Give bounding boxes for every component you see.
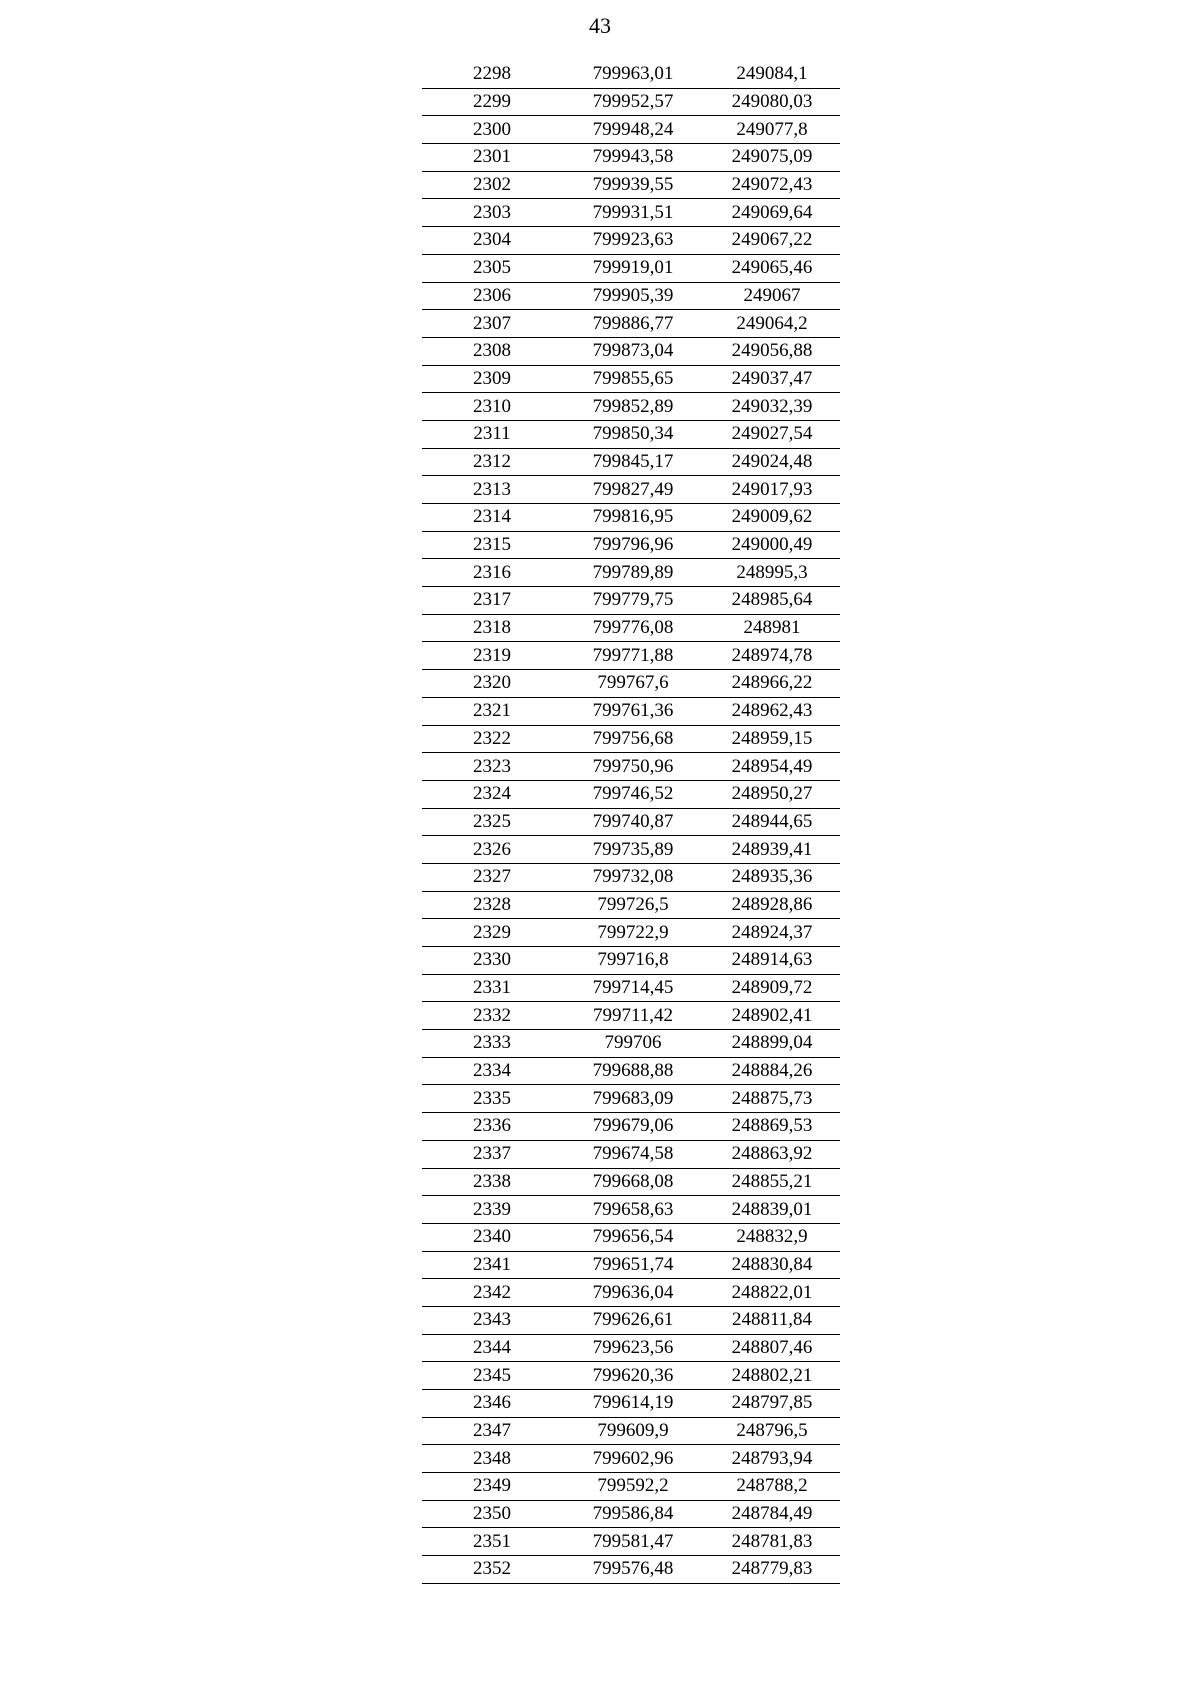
table-row bbox=[422, 1223, 840, 1251]
point-number-cell: 2329 bbox=[422, 919, 562, 947]
x-coordinate-cell: 799873,04 bbox=[562, 337, 704, 365]
x-coordinate-cell: 799761,36 bbox=[562, 697, 704, 725]
table-row bbox=[422, 974, 840, 1002]
table-row bbox=[422, 199, 840, 227]
table-row bbox=[422, 780, 840, 808]
x-coordinate-cell: 799602,96 bbox=[562, 1445, 704, 1473]
table-row bbox=[422, 1445, 840, 1473]
point-number-cell: 2342 bbox=[422, 1279, 562, 1307]
point-number-cell: 2331 bbox=[422, 974, 562, 1002]
x-coordinate-cell: 799923,63 bbox=[562, 227, 704, 255]
table-row bbox=[422, 1168, 840, 1196]
y-coordinate-cell: 248962,43 bbox=[704, 697, 840, 725]
x-coordinate-cell: 799614,19 bbox=[562, 1390, 704, 1418]
point-number-cell: 2318 bbox=[422, 614, 562, 642]
y-coordinate-cell: 248954,49 bbox=[704, 753, 840, 781]
y-coordinate-cell: 249077,8 bbox=[704, 116, 840, 144]
point-number-cell: 2347 bbox=[422, 1417, 562, 1445]
x-coordinate-cell: 799948,24 bbox=[562, 116, 704, 144]
table-row bbox=[422, 1002, 840, 1030]
y-coordinate-cell: 248928,86 bbox=[704, 891, 840, 919]
y-coordinate-cell: 248909,72 bbox=[704, 974, 840, 1002]
table-row bbox=[422, 1334, 840, 1362]
table-row bbox=[422, 1140, 840, 1168]
table-row bbox=[422, 725, 840, 753]
x-coordinate-cell: 799656,54 bbox=[562, 1223, 704, 1251]
point-number-cell: 2301 bbox=[422, 144, 562, 172]
y-coordinate-cell: 249032,39 bbox=[704, 393, 840, 421]
table-row bbox=[422, 116, 840, 144]
x-coordinate-cell: 799756,68 bbox=[562, 725, 704, 753]
y-coordinate-cell: 248788,2 bbox=[704, 1473, 840, 1501]
point-number-cell: 2313 bbox=[422, 476, 562, 504]
y-coordinate-cell: 248985,64 bbox=[704, 587, 840, 615]
x-coordinate-cell: 799726,5 bbox=[562, 891, 704, 919]
x-coordinate-cell: 799779,75 bbox=[562, 587, 704, 615]
table-row bbox=[422, 531, 840, 559]
x-coordinate-cell: 799886,77 bbox=[562, 310, 704, 338]
y-coordinate-cell: 248935,36 bbox=[704, 863, 840, 891]
x-coordinate-cell: 799706 bbox=[562, 1030, 704, 1058]
point-number-cell: 2323 bbox=[422, 753, 562, 781]
x-coordinate-cell: 799746,52 bbox=[562, 780, 704, 808]
point-number-cell: 2324 bbox=[422, 780, 562, 808]
x-coordinate-cell: 799776,08 bbox=[562, 614, 704, 642]
point-number-cell: 2332 bbox=[422, 1002, 562, 1030]
table-row bbox=[422, 947, 840, 975]
y-coordinate-cell: 248822,01 bbox=[704, 1279, 840, 1307]
table-row bbox=[422, 1473, 840, 1501]
y-coordinate-cell: 248832,9 bbox=[704, 1223, 840, 1251]
y-coordinate-cell: 248875,73 bbox=[704, 1085, 840, 1113]
x-coordinate-cell: 799620,36 bbox=[562, 1362, 704, 1390]
x-coordinate-cell: 799845,17 bbox=[562, 448, 704, 476]
point-number-cell: 2326 bbox=[422, 836, 562, 864]
point-number-cell: 2321 bbox=[422, 697, 562, 725]
point-number-cell: 2344 bbox=[422, 1334, 562, 1362]
y-coordinate-cell: 249065,46 bbox=[704, 254, 840, 282]
y-coordinate-cell: 249027,54 bbox=[704, 420, 840, 448]
table-row bbox=[422, 1528, 840, 1556]
x-coordinate-cell: 799816,95 bbox=[562, 504, 704, 532]
y-coordinate-cell: 248974,78 bbox=[704, 642, 840, 670]
y-coordinate-cell: 249075,09 bbox=[704, 144, 840, 172]
y-coordinate-cell: 248899,04 bbox=[704, 1030, 840, 1058]
point-number-cell: 2314 bbox=[422, 504, 562, 532]
x-coordinate-cell: 799827,49 bbox=[562, 476, 704, 504]
table-row bbox=[422, 1556, 840, 1584]
y-coordinate-cell: 249067,22 bbox=[704, 227, 840, 255]
x-coordinate-cell: 799722,9 bbox=[562, 919, 704, 947]
table-row bbox=[422, 753, 840, 781]
point-number-cell: 2327 bbox=[422, 863, 562, 891]
x-coordinate-cell: 799688,88 bbox=[562, 1057, 704, 1085]
point-number-cell: 2308 bbox=[422, 337, 562, 365]
y-coordinate-cell: 248855,21 bbox=[704, 1168, 840, 1196]
coordinates-table bbox=[422, 61, 840, 1584]
point-number-cell: 2348 bbox=[422, 1445, 562, 1473]
point-number-cell: 2315 bbox=[422, 531, 562, 559]
x-coordinate-cell: 799651,74 bbox=[562, 1251, 704, 1279]
x-coordinate-cell: 799767,6 bbox=[562, 670, 704, 698]
y-coordinate-cell: 249056,88 bbox=[704, 337, 840, 365]
y-coordinate-cell: 248995,3 bbox=[704, 559, 840, 587]
table-row bbox=[422, 1279, 840, 1307]
y-coordinate-cell: 248863,92 bbox=[704, 1140, 840, 1168]
point-number-cell: 2304 bbox=[422, 227, 562, 255]
point-number-cell: 2337 bbox=[422, 1140, 562, 1168]
y-coordinate-cell: 248797,85 bbox=[704, 1390, 840, 1418]
x-coordinate-cell: 799939,55 bbox=[562, 171, 704, 199]
x-coordinate-cell: 799626,61 bbox=[562, 1306, 704, 1334]
x-coordinate-cell: 799963,01 bbox=[562, 61, 704, 88]
x-coordinate-cell: 799674,58 bbox=[562, 1140, 704, 1168]
table-row bbox=[422, 919, 840, 947]
table-row bbox=[422, 393, 840, 421]
table-row bbox=[422, 642, 840, 670]
table-row bbox=[422, 61, 840, 88]
y-coordinate-cell: 248884,26 bbox=[704, 1057, 840, 1085]
y-coordinate-cell: 248950,27 bbox=[704, 780, 840, 808]
x-coordinate-cell: 799716,8 bbox=[562, 947, 704, 975]
y-coordinate-cell: 248781,83 bbox=[704, 1528, 840, 1556]
y-coordinate-cell: 249017,93 bbox=[704, 476, 840, 504]
x-coordinate-cell: 799931,51 bbox=[562, 199, 704, 227]
point-number-cell: 2336 bbox=[422, 1113, 562, 1141]
x-coordinate-cell: 799623,56 bbox=[562, 1334, 704, 1362]
y-coordinate-cell: 249064,2 bbox=[704, 310, 840, 338]
table-row bbox=[422, 144, 840, 172]
table-row bbox=[422, 365, 840, 393]
point-number-cell: 2302 bbox=[422, 171, 562, 199]
point-number-cell: 2340 bbox=[422, 1223, 562, 1251]
table-row bbox=[422, 587, 840, 615]
point-number-cell: 2343 bbox=[422, 1306, 562, 1334]
point-number-cell: 2319 bbox=[422, 642, 562, 670]
table-row bbox=[422, 1500, 840, 1528]
x-coordinate-cell: 799855,65 bbox=[562, 365, 704, 393]
x-coordinate-cell: 799586,84 bbox=[562, 1500, 704, 1528]
point-number-cell: 2349 bbox=[422, 1473, 562, 1501]
table-row bbox=[422, 1113, 840, 1141]
y-coordinate-cell: 248807,46 bbox=[704, 1334, 840, 1362]
y-coordinate-cell: 249037,47 bbox=[704, 365, 840, 393]
point-number-cell: 2334 bbox=[422, 1057, 562, 1085]
y-coordinate-cell: 248793,94 bbox=[704, 1445, 840, 1473]
table-row bbox=[422, 1390, 840, 1418]
point-number-cell: 2305 bbox=[422, 254, 562, 282]
point-number-cell: 2317 bbox=[422, 587, 562, 615]
y-coordinate-cell: 248914,63 bbox=[704, 947, 840, 975]
y-coordinate-cell: 248802,21 bbox=[704, 1362, 840, 1390]
x-coordinate-cell: 799771,88 bbox=[562, 642, 704, 670]
y-coordinate-cell: 248784,49 bbox=[704, 1500, 840, 1528]
table-row bbox=[422, 420, 840, 448]
y-coordinate-cell: 248811,84 bbox=[704, 1306, 840, 1334]
x-coordinate-cell: 799668,08 bbox=[562, 1168, 704, 1196]
table-row bbox=[422, 1251, 840, 1279]
point-number-cell: 2303 bbox=[422, 199, 562, 227]
y-coordinate-cell: 249084,1 bbox=[704, 61, 840, 88]
y-coordinate-cell: 248839,01 bbox=[704, 1196, 840, 1224]
point-number-cell: 2350 bbox=[422, 1500, 562, 1528]
point-number-cell: 2310 bbox=[422, 393, 562, 421]
table-row bbox=[422, 504, 840, 532]
table-row bbox=[422, 171, 840, 199]
table-row bbox=[422, 1417, 840, 1445]
table-row bbox=[422, 614, 840, 642]
table-row bbox=[422, 1085, 840, 1113]
y-coordinate-cell: 249000,49 bbox=[704, 531, 840, 559]
y-coordinate-cell: 248779,83 bbox=[704, 1556, 840, 1584]
y-coordinate-cell: 249072,43 bbox=[704, 171, 840, 199]
y-coordinate-cell: 248869,53 bbox=[704, 1113, 840, 1141]
y-coordinate-cell: 249067 bbox=[704, 282, 840, 310]
x-coordinate-cell: 799740,87 bbox=[562, 808, 704, 836]
table-row bbox=[422, 476, 840, 504]
y-coordinate-cell: 249080,03 bbox=[704, 88, 840, 116]
table-row bbox=[422, 1196, 840, 1224]
x-coordinate-cell: 799711,42 bbox=[562, 1002, 704, 1030]
point-number-cell: 2333 bbox=[422, 1030, 562, 1058]
table-row bbox=[422, 88, 840, 116]
table-row bbox=[422, 254, 840, 282]
x-coordinate-cell: 799750,96 bbox=[562, 753, 704, 781]
x-coordinate-cell: 799581,47 bbox=[562, 1528, 704, 1556]
x-coordinate-cell: 799636,04 bbox=[562, 1279, 704, 1307]
x-coordinate-cell: 799683,09 bbox=[562, 1085, 704, 1113]
point-number-cell: 2335 bbox=[422, 1085, 562, 1113]
point-number-cell: 2325 bbox=[422, 808, 562, 836]
y-coordinate-cell: 248966,22 bbox=[704, 670, 840, 698]
x-coordinate-cell: 799576,48 bbox=[562, 1556, 704, 1584]
table-row bbox=[422, 559, 840, 587]
point-number-cell: 2346 bbox=[422, 1390, 562, 1418]
x-coordinate-cell: 799943,58 bbox=[562, 144, 704, 172]
point-number-cell: 2312 bbox=[422, 448, 562, 476]
table-row bbox=[422, 670, 840, 698]
y-coordinate-cell: 248830,84 bbox=[704, 1251, 840, 1279]
x-coordinate-cell: 799850,34 bbox=[562, 420, 704, 448]
point-number-cell: 2352 bbox=[422, 1556, 562, 1584]
point-number-cell: 2307 bbox=[422, 310, 562, 338]
x-coordinate-cell: 799919,01 bbox=[562, 254, 704, 282]
x-coordinate-cell: 799796,96 bbox=[562, 531, 704, 559]
table-row bbox=[422, 863, 840, 891]
table-row bbox=[422, 1057, 840, 1085]
x-coordinate-cell: 799789,89 bbox=[562, 559, 704, 587]
x-coordinate-cell: 799679,06 bbox=[562, 1113, 704, 1141]
y-coordinate-cell: 248902,41 bbox=[704, 1002, 840, 1030]
point-number-cell: 2299 bbox=[422, 88, 562, 116]
table-row bbox=[422, 1030, 840, 1058]
table-row bbox=[422, 310, 840, 338]
point-number-cell: 2316 bbox=[422, 559, 562, 587]
table-row bbox=[422, 1306, 840, 1334]
y-coordinate-cell: 249069,64 bbox=[704, 199, 840, 227]
point-number-cell: 2328 bbox=[422, 891, 562, 919]
y-coordinate-cell: 248981 bbox=[704, 614, 840, 642]
x-coordinate-cell: 799905,39 bbox=[562, 282, 704, 310]
x-coordinate-cell: 799592,2 bbox=[562, 1473, 704, 1501]
point-number-cell: 2351 bbox=[422, 1528, 562, 1556]
table-row bbox=[422, 697, 840, 725]
point-number-cell: 2339 bbox=[422, 1196, 562, 1224]
point-number-cell: 2306 bbox=[422, 282, 562, 310]
table-row bbox=[422, 891, 840, 919]
table-row bbox=[422, 282, 840, 310]
x-coordinate-cell: 799609,9 bbox=[562, 1417, 704, 1445]
x-coordinate-cell: 799658,63 bbox=[562, 1196, 704, 1224]
y-coordinate-cell: 248924,37 bbox=[704, 919, 840, 947]
table-row bbox=[422, 808, 840, 836]
page-number: 43 bbox=[589, 13, 611, 38]
table-row bbox=[422, 227, 840, 255]
table-row bbox=[422, 1362, 840, 1390]
y-coordinate-cell: 248796,5 bbox=[704, 1417, 840, 1445]
point-number-cell: 2338 bbox=[422, 1168, 562, 1196]
point-number-cell: 2322 bbox=[422, 725, 562, 753]
y-coordinate-cell: 249024,48 bbox=[704, 448, 840, 476]
y-coordinate-cell: 248944,65 bbox=[704, 808, 840, 836]
coordinates-table-body bbox=[422, 61, 840, 1583]
x-coordinate-cell: 799714,45 bbox=[562, 974, 704, 1002]
point-number-cell: 2300 bbox=[422, 116, 562, 144]
x-coordinate-cell: 799732,08 bbox=[562, 863, 704, 891]
point-number-cell: 2341 bbox=[422, 1251, 562, 1279]
table-row bbox=[422, 337, 840, 365]
x-coordinate-cell: 799735,89 bbox=[562, 836, 704, 864]
y-coordinate-cell: 248959,15 bbox=[704, 725, 840, 753]
y-coordinate-cell: 249009,62 bbox=[704, 504, 840, 532]
x-coordinate-cell: 799952,57 bbox=[562, 88, 704, 116]
x-coordinate-cell: 799852,89 bbox=[562, 393, 704, 421]
point-number-cell: 2320 bbox=[422, 670, 562, 698]
table-row bbox=[422, 448, 840, 476]
point-number-cell: 2345 bbox=[422, 1362, 562, 1390]
point-number-cell: 2311 bbox=[422, 420, 562, 448]
point-number-cell: 2298 bbox=[422, 61, 562, 88]
point-number-cell: 2330 bbox=[422, 947, 562, 975]
y-coordinate-cell: 248939,41 bbox=[704, 836, 840, 864]
table-row bbox=[422, 836, 840, 864]
point-number-cell: 2309 bbox=[422, 365, 562, 393]
